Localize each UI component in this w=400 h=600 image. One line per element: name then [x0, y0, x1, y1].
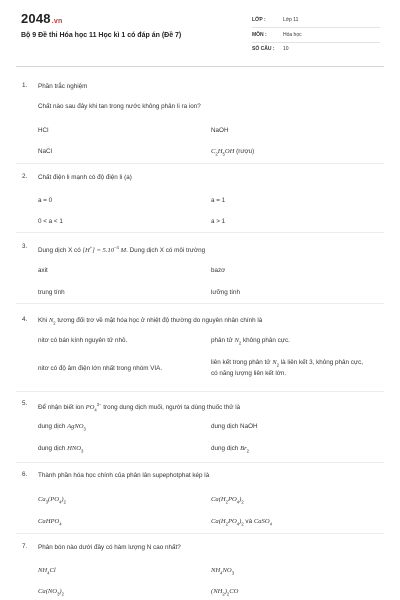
answer-option[interactable]: dung dịch $HNO_3$	[38, 445, 84, 454]
answer-option[interactable]: axit	[38, 267, 48, 274]
question-number: 3.	[22, 243, 28, 250]
question-number: 1.	[22, 82, 28, 89]
answer-option[interactable]: $(NH_2)_2CO$	[211, 588, 239, 597]
answer-option[interactable]: NaCl	[38, 148, 52, 155]
answer-option[interactable]: a > 1	[211, 218, 226, 225]
answer-option[interactable]: CaHPO$_4$	[38, 518, 62, 527]
answer-option[interactable]: $C_2H_5OH$ (rượu)	[211, 148, 255, 157]
answer-option[interactable]: dung dịch NaOH	[211, 423, 258, 430]
question-text: Phân bón nào dưới đây có hàm lượng N cao nhất?	[38, 544, 181, 551]
question-text: Chất điện li mạnh có độ điện li (a)	[38, 174, 132, 181]
answer-option[interactable]: a = 1	[211, 197, 226, 204]
question-divider	[16, 163, 384, 164]
answer-option[interactable]: a = 0	[38, 197, 53, 204]
meta-question-count: SỐ CÂU : 10	[252, 46, 289, 52]
question-text: Dung dịch X có $[H^+] = 5.10^{-4}$ M. Dung dịch X có môi trường	[38, 245, 206, 255]
page-header	[0, 0, 400, 62]
question-divider	[16, 391, 384, 392]
answer-option[interactable]: dung dịch AgNO$_3$	[38, 423, 86, 432]
question-number: 5.	[22, 400, 28, 407]
answer-option[interactable]: $NH_4NO_3$	[211, 567, 235, 576]
document-title: Bộ 9 Đề thi Hóa học 11 Học kì 1 có đáp án (Đề 7)	[21, 32, 182, 39]
question-text: Thành phần hóa học chính của phân lân supephotphat kép là	[38, 472, 210, 479]
question-divider	[16, 303, 384, 304]
answer-option[interactable]: NaOH	[211, 127, 229, 134]
answer-option[interactable]: lưỡng tính	[211, 289, 241, 296]
question-number: 6.	[22, 471, 28, 478]
site-logo[interactable]: 2048.vn	[21, 11, 63, 26]
header-divider	[16, 66, 384, 67]
answer-option[interactable]: nitơ có độ âm điện lớn nhất trong nhóm VIA.	[38, 365, 163, 372]
answer-option[interactable]: $Ca(H_2PO_4)_2$ và CaSO$_4$	[211, 518, 272, 527]
answer-option[interactable]: dung dịch $Br_2$	[211, 445, 249, 454]
meta-subject: MÔN : Hóa học	[252, 32, 302, 38]
question-text: Chất nào sau đây khi tan trong nước không phân li ra ion?	[38, 103, 201, 110]
question-divider	[16, 462, 384, 463]
divider	[252, 42, 380, 43]
answer-option[interactable]: nitơ có bán kính nguyên tử nhỏ.	[38, 337, 128, 344]
answer-option[interactable]: $Ca_3(PO_4)_2$	[38, 496, 66, 505]
answer-option[interactable]: phân tử $N_2$ không phân cực.	[211, 337, 290, 346]
answer-option[interactable]: HCl	[38, 127, 49, 134]
answer-option[interactable]: 0 < a < 1	[38, 218, 63, 225]
question-number: 2.	[22, 173, 28, 180]
meta-grade: LỚP : Lớp 11	[252, 17, 299, 23]
answer-option[interactable]: $NH_4Cl$	[38, 567, 56, 576]
answer-option[interactable]: $Ca(H_2PO_4)_2$	[211, 496, 244, 505]
question-divider	[16, 533, 384, 534]
answer-option[interactable]: bazơ	[211, 267, 226, 274]
question-divider	[16, 232, 384, 233]
question-text: Để nhận biết ion $PO_4^{3-}$ trong dung dịch muối, người ta dùng thuốc thử là	[38, 402, 241, 413]
question-number: 7.	[22, 543, 28, 550]
answer-option[interactable]: trung tính	[38, 289, 65, 296]
question-number: 4.	[22, 316, 28, 323]
divider	[252, 27, 380, 28]
answer-option[interactable]: liên kết trong phân tử $N_2$ là liên kết 3, không phân cực, có năng lượng liên kết lớn.	[211, 359, 364, 378]
section-heading: Phần trắc nghiệm	[38, 83, 88, 90]
answer-option[interactable]: $Ca(NO_3)_2$	[38, 588, 64, 597]
question-text: Khi $N_2$ tương đối trơ về mặt hóa học ở nhiệt độ thường do nguyên nhân chính là	[38, 317, 263, 326]
